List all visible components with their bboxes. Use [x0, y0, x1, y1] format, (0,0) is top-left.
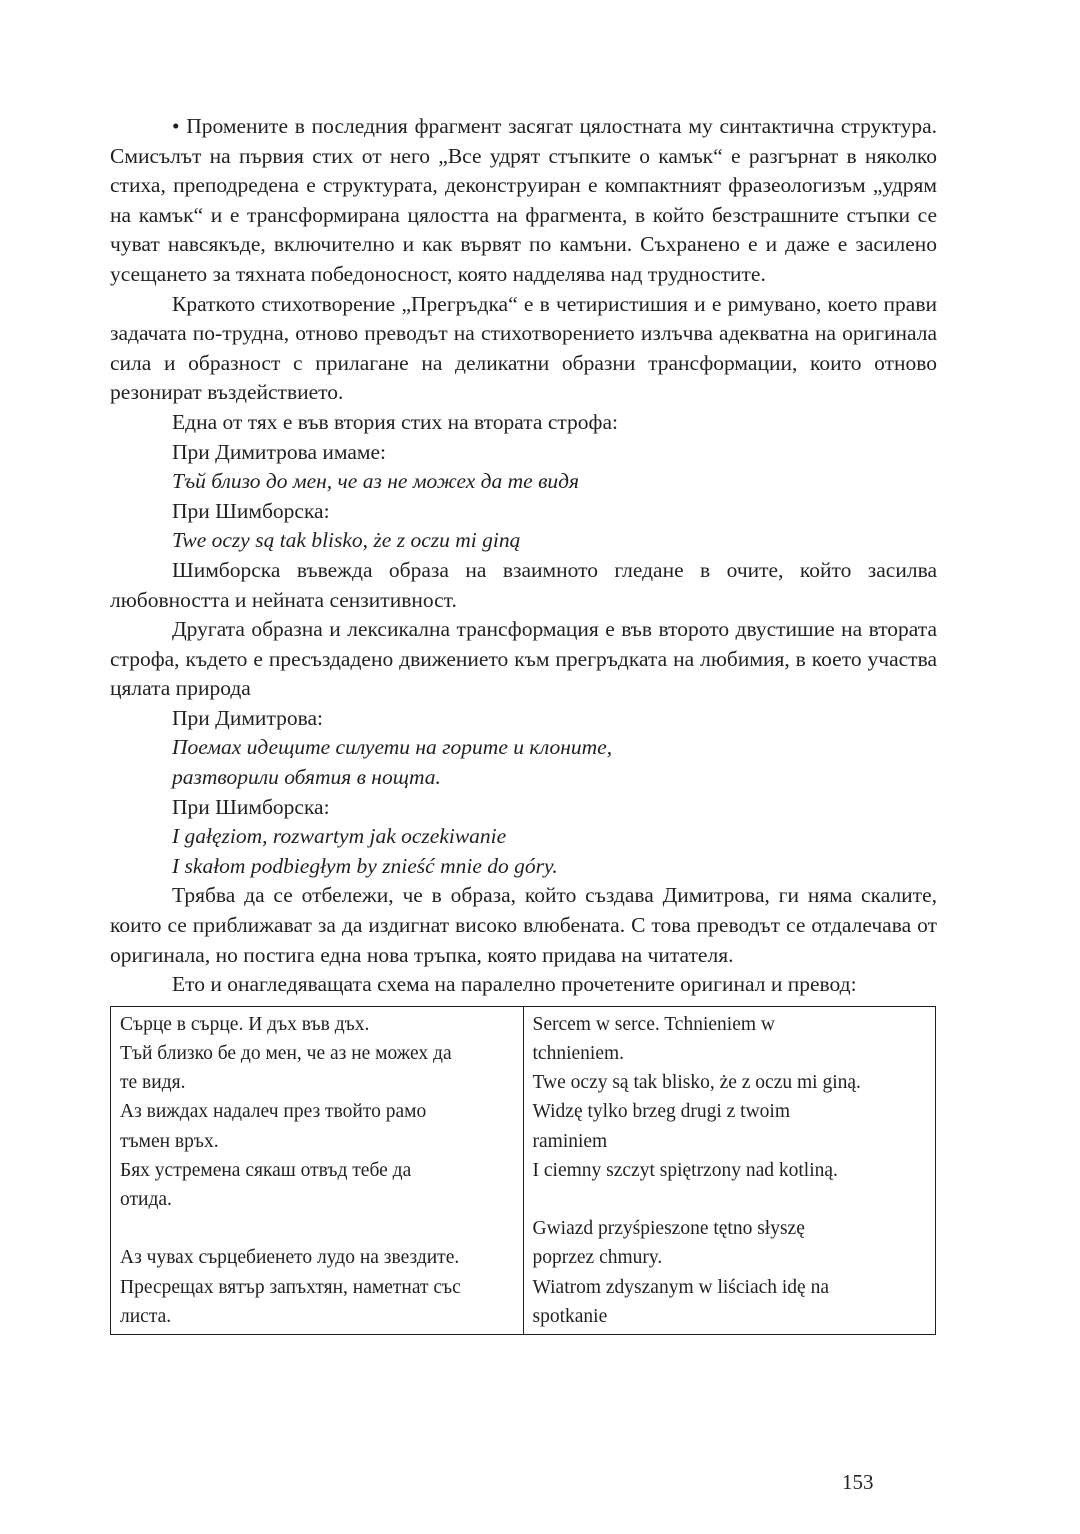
line-szymborska-label: При Шимборска:: [172, 498, 330, 523]
bg-line: Пресрещах вятър запъхтян, наметнат със: [120, 1276, 461, 1298]
paragraph-4: Другата образна и лексикална трансформация е във второто двустишие на втората строфа, където е пресъздадено движението към прегръдката на любимия, в което участва цялата природа: [110, 617, 937, 701]
pl-line: tchnieniem.: [532, 1043, 625, 1065]
bg-line: [120, 1214, 515, 1243]
paragraph-6: Ето и онагледяващата схема на паралелно прочетените оригинал и превод:: [172, 972, 857, 997]
bg-line: отида.: [120, 1189, 172, 1211]
pl-line: spotkanie: [532, 1305, 608, 1327]
bg-line: Сърце в сърце. И дъх във дъх.: [120, 1013, 370, 1035]
polish-column: [523, 1006, 936, 1334]
bg-line: тъмен връх.: [120, 1130, 219, 1152]
paragraph-5: Трябва да се отбележи, че в образа, който създава Димитрова, ги няма скалите, които се приближават за да издигнат високо влюбената. С това преводът се отдалечава от оригинала, но постига една нова тръпка, която придава на читателя.: [110, 883, 937, 967]
pl-line: poprzez chmury.: [532, 1247, 663, 1269]
bg-line: Бях устремена сякаш отвъд тебе да: [120, 1159, 412, 1181]
line-dimitrova-label: При Димитрова имаме:: [172, 439, 387, 464]
paragraph-1: • Промените в последния фрагмент засягат цялостната му синтактична структура. Смисълът на първия стих от него „Все удрят стъпките о камък“ е разгърнат в няколко стиха, преподредена е структурата, деконструиран е компактният фразеологизъм „удрям на камък“ и е трансформирана цялостта на фрагмента, в който безстрашните стъпки се чуват навсякъде, включително и как вървят по камъни. Съхранено е и даже е засилено усещането за тяхната победоносност, която надделява над трудностите.: [110, 114, 937, 286]
quote-dimitrova-2b: разтворили обятия в нощта.: [172, 765, 441, 790]
quote-dimitrova-1: Тъй близо до мен, че аз не можех да те видя: [172, 469, 580, 494]
bulgarian-column: [111, 1006, 524, 1334]
line-one-of-them: Една от тях е във втория стих на втората строфа:: [172, 409, 618, 434]
quote-szymborska-2b: I skałom podbiegłym by znieść mnie do góry.: [172, 853, 558, 878]
quote-szymborska-2a: I gałęziom, rozwartym jak oczekiwanie: [172, 824, 507, 849]
line-dimitrova-label-2: При Димитрова:: [172, 705, 323, 730]
table-row: [111, 1006, 936, 1334]
bg-line: Аз чувах сърцебиенето лудо на звездите.: [120, 1247, 460, 1269]
pl-line: Widzę tylko brzeg drugi z twoim: [532, 1101, 791, 1123]
pl-line: Gwiazd przyśpieszone tętno słyszę: [532, 1218, 805, 1240]
paragraph-2: Краткото стихотворение „Прегръдка“ е в четиристишия и е римувано, което прави задачата по-трудна, отново преводът на стихотворението излъчва адекватна на оригинала сила и образност с прилагане на деликатни образни трансформации, които отново резонират въздействието.: [110, 291, 937, 405]
line-szymborska-label-2: При Шимборска:: [172, 794, 330, 819]
pl-line: Sercem w serce. Tchnieniem w: [532, 1013, 775, 1035]
bg-line: Аз виждах надалеч през твойто рамо: [120, 1101, 427, 1123]
pl-line: I ciemny szczyt spiętrzony nad kotliną.: [532, 1159, 838, 1181]
paragraph-3: Шимборска въвежда образа на взаимното гледане в очите, който засилва любовността и нейната сензитивност.: [110, 557, 937, 612]
page-body: [110, 112, 937, 1335]
quote-dimitrova-2a: Поемах идещите силуети на горите и клоните,: [172, 735, 613, 760]
bg-line: Тъй близко бе до мен, че аз не можех да: [120, 1043, 452, 1065]
pl-line: Wiatrom zdyszanym w liściach idę na: [532, 1276, 829, 1298]
quote-szymborska-1: Twe oczy są tak blisko, że z oczu mi giną: [172, 528, 521, 553]
pl-line: [533, 1185, 928, 1214]
bg-line: листа.: [120, 1305, 172, 1327]
pl-line: Twe oczy są tak blisko, że z oczu mi giną.: [532, 1072, 861, 1094]
pl-line: raminiem: [532, 1130, 608, 1152]
bg-line: те видя.: [120, 1072, 186, 1094]
page-number: 153: [842, 1470, 874, 1494]
comparison-table: [110, 1006, 936, 1335]
